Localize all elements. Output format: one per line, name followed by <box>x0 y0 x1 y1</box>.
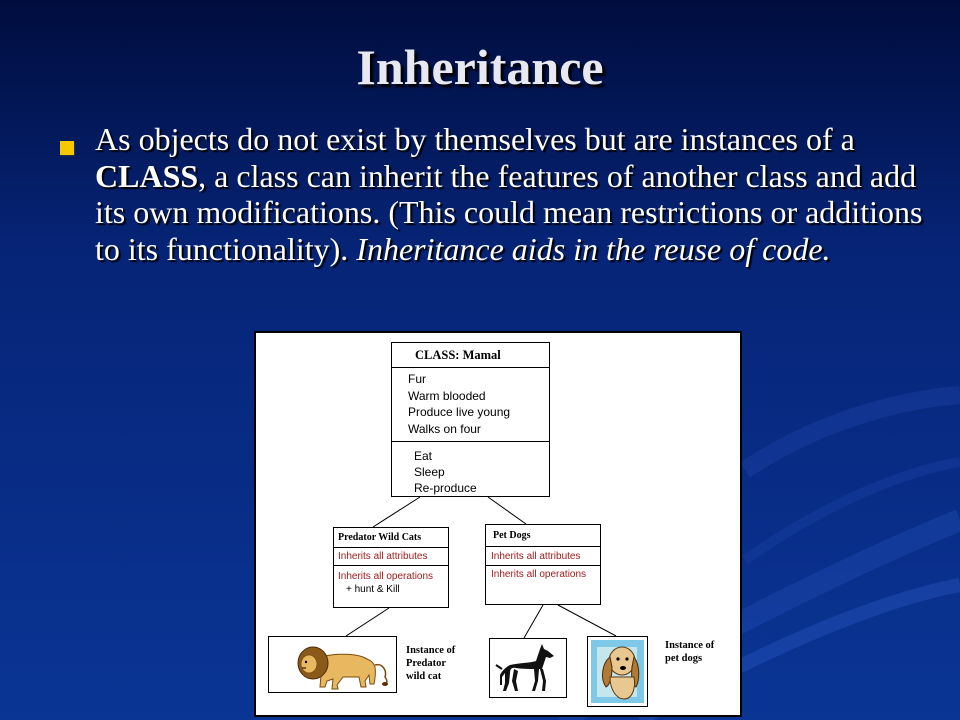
doberman-dog-icon <box>490 639 566 697</box>
class-wild-cats-operations <box>334 565 448 596</box>
inheritance-diagram <box>254 331 742 717</box>
class-pet-dogs-header: Pet Dogs <box>493 530 531 541</box>
cocker-spaniel-icon <box>588 637 647 706</box>
bullet-marker <box>60 141 74 155</box>
class-pet-dogs-operations: Inherits all operations <box>486 565 600 583</box>
operation-item: Eat <box>414 449 433 463</box>
inherited-operations-label: Inherits all operations <box>338 571 434 582</box>
instance-pet-dogs-label <box>665 639 714 665</box>
bullet-text-part2: , a class can inherit the features of another class and add its own modifications. (This could mean restrictions or additions to its functionality). <box>95 157 923 267</box>
instance-doberman-box <box>489 638 567 698</box>
class-wild-cats-attributes: Inherits all attributes <box>334 547 448 565</box>
lion-icon <box>269 637 396 692</box>
class-mamal-operations <box>392 441 549 496</box>
bullet-text-italic: Inheritance aids in the reuse of code. <box>356 230 831 267</box>
instance-label-line: Instance of <box>406 645 456 656</box>
bullet-text-part1: As objects do not exist by themselves but are instances of a <box>95 121 855 157</box>
operation-item: Sleep <box>414 465 445 479</box>
slide-title: Inheritance <box>356 39 604 95</box>
instance-wild-cat-label <box>406 644 455 683</box>
bullet-text-class: CLASS <box>95 157 199 194</box>
extra-operation-item: + hunt & Kill <box>346 584 400 595</box>
class-mamal-header: CLASS: Mamal <box>415 348 501 362</box>
bullet-text <box>95 121 925 267</box>
class-pet-dogs-attributes: Inherits all attributes <box>486 546 600 565</box>
instance-label-line: wild cat <box>406 671 442 682</box>
class-mamal-box <box>391 342 550 497</box>
operation-item: Re-produce <box>414 481 477 495</box>
instance-label-line: pet dogs <box>665 653 703 664</box>
instance-label-line: Predator <box>406 658 447 669</box>
instance-lion-box <box>268 636 397 693</box>
attribute-item: Walks on four <box>408 421 481 436</box>
attribute-item: Fur <box>408 372 426 386</box>
attribute-item: Warm blooded <box>408 388 486 403</box>
instance-cocker-spaniel-box <box>587 636 648 707</box>
attribute-item: Produce live young <box>408 405 511 419</box>
class-pet-dogs-box <box>485 524 601 605</box>
instance-label-line: Instance of <box>665 640 715 651</box>
class-predator-wild-cats-box <box>333 527 449 608</box>
class-wild-cats-header: Predator Wild Cats <box>338 532 422 543</box>
class-mamal-attributes <box>392 367 549 441</box>
